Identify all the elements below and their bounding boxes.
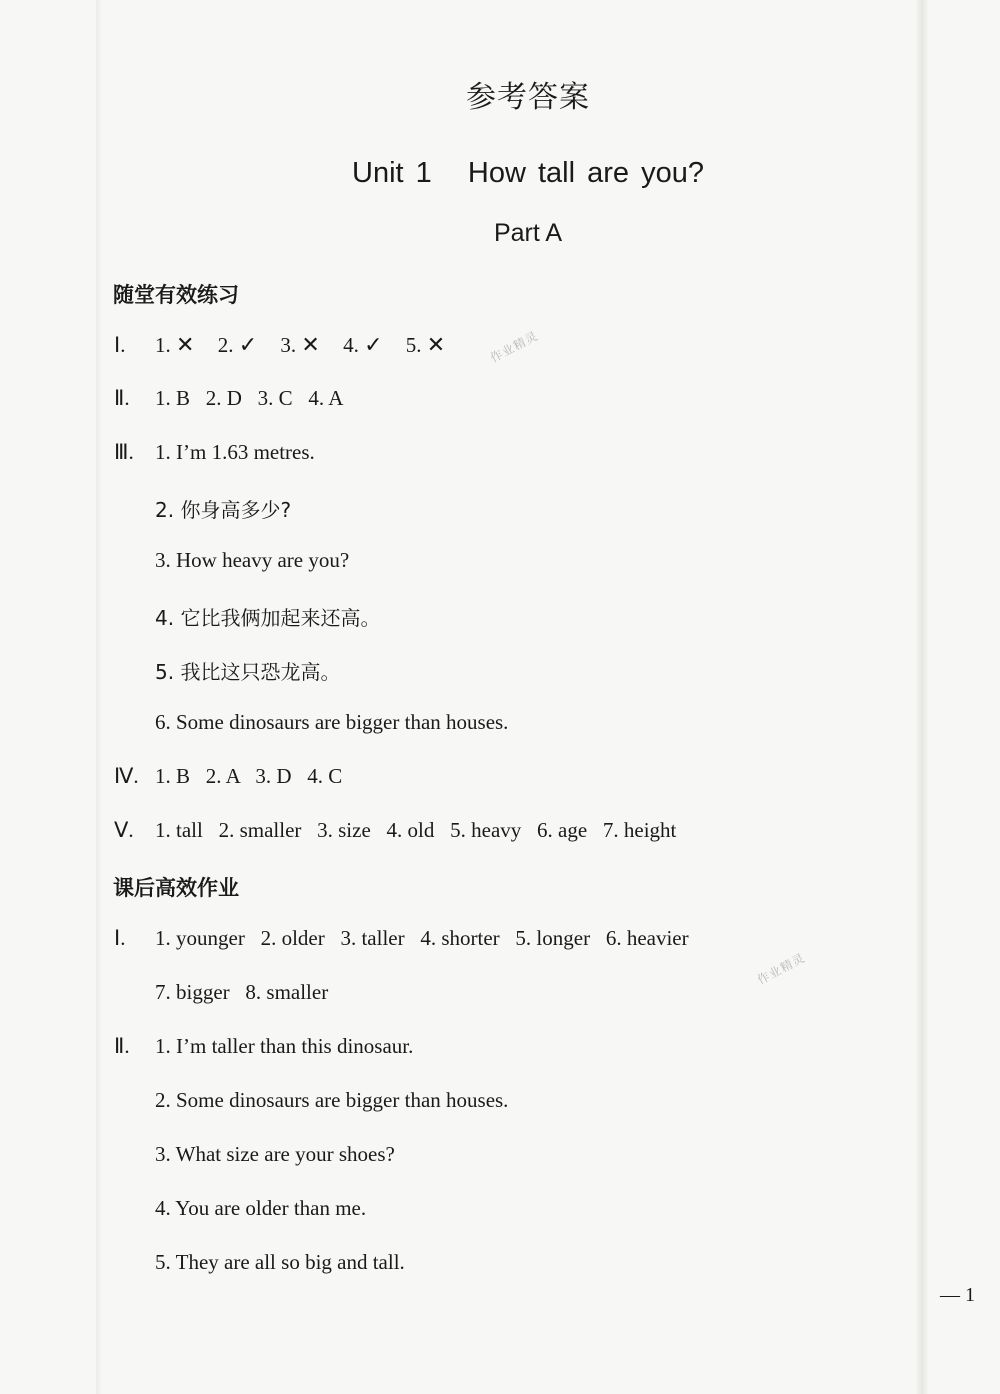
page-title: 参考答案 — [466, 80, 590, 115]
unit-heading: Unit 1 How tall are you? — [352, 157, 704, 189]
exercise-label: Ⅱ. — [114, 386, 130, 410]
item-number: 5. — [405, 333, 422, 357]
exercise-answer-line: 1. I’m 1.63 metres. — [155, 440, 315, 464]
exercise-answer-line: 5. They are all so big and tall. — [155, 1250, 405, 1274]
exercise-label: Ⅱ. — [114, 1034, 130, 1058]
exercise-answer-line: 2. Some dinosaurs are bigger than houses. — [155, 1088, 509, 1112]
exercise-answer-line: 2. 你身高多少? — [155, 498, 292, 522]
exercise-answer-line: 4. You are older than me. — [155, 1196, 367, 1220]
item-number: 4. — [343, 333, 359, 357]
exercise-answer-line: 1. B 2. A 3. D 4. C — [155, 764, 343, 788]
part-heading: Part A — [493, 219, 563, 247]
check-icon: ✓ — [364, 333, 383, 358]
page-number: — 1 — [940, 1284, 975, 1306]
item-number: 3. — [280, 333, 297, 357]
exercise-I-answers — [155, 333, 445, 358]
cross-icon: ✕ — [176, 333, 195, 358]
item-number: 1. — [155, 333, 171, 357]
exercise-answer-line: 7. bigger 8. smaller — [155, 980, 329, 1004]
exercise-label: Ⅰ. — [114, 333, 126, 357]
binding-shadow-right — [915, 0, 929, 1394]
exercise-answer-line: 1. younger 2. older 3. taller 4. shorter 5. longer 6. heavier — [155, 926, 689, 950]
exercise-answer-line: 5. 我比这只恐龙高。 — [155, 660, 341, 684]
watermark: 作业精灵 — [754, 950, 808, 988]
exercise-answer-line: 1. tall 2. smaller 3. size 4. old 5. heavy 6. age 7. height — [155, 818, 677, 842]
check-icon: ✓ — [238, 333, 258, 358]
section-heading-classwork: 随堂有效练习 — [113, 283, 239, 307]
exercise-answer-line: 3. What size are your shoes? — [155, 1142, 395, 1166]
binding-shadow-left — [96, 0, 102, 1394]
exercise-answer-line: 1. B 2. D 3. C 4. A — [155, 386, 344, 410]
exercise-answer-line: 6. Some dinosaurs are bigger than houses. — [155, 710, 509, 734]
exercise-answer-line: 3. How heavy are you? — [155, 548, 350, 572]
cross-icon: ✕ — [301, 333, 320, 358]
exercise-answer-line: 4. 它比我俩加起来还高。 — [155, 606, 381, 630]
exercise-label: Ⅴ. — [114, 818, 134, 842]
exercise-label: Ⅲ. — [114, 440, 134, 464]
cross-icon: ✕ — [426, 333, 446, 358]
section-heading-homework: 课后高效作业 — [113, 876, 239, 900]
exercise-answer-line: 1. I’m taller than this dinosaur. — [155, 1034, 414, 1058]
item-number: 2. — [217, 333, 234, 357]
exercise-label: Ⅳ. — [114, 764, 139, 788]
exercise-label: Ⅰ. — [114, 926, 126, 950]
watermark: 作业精灵 — [487, 328, 541, 366]
